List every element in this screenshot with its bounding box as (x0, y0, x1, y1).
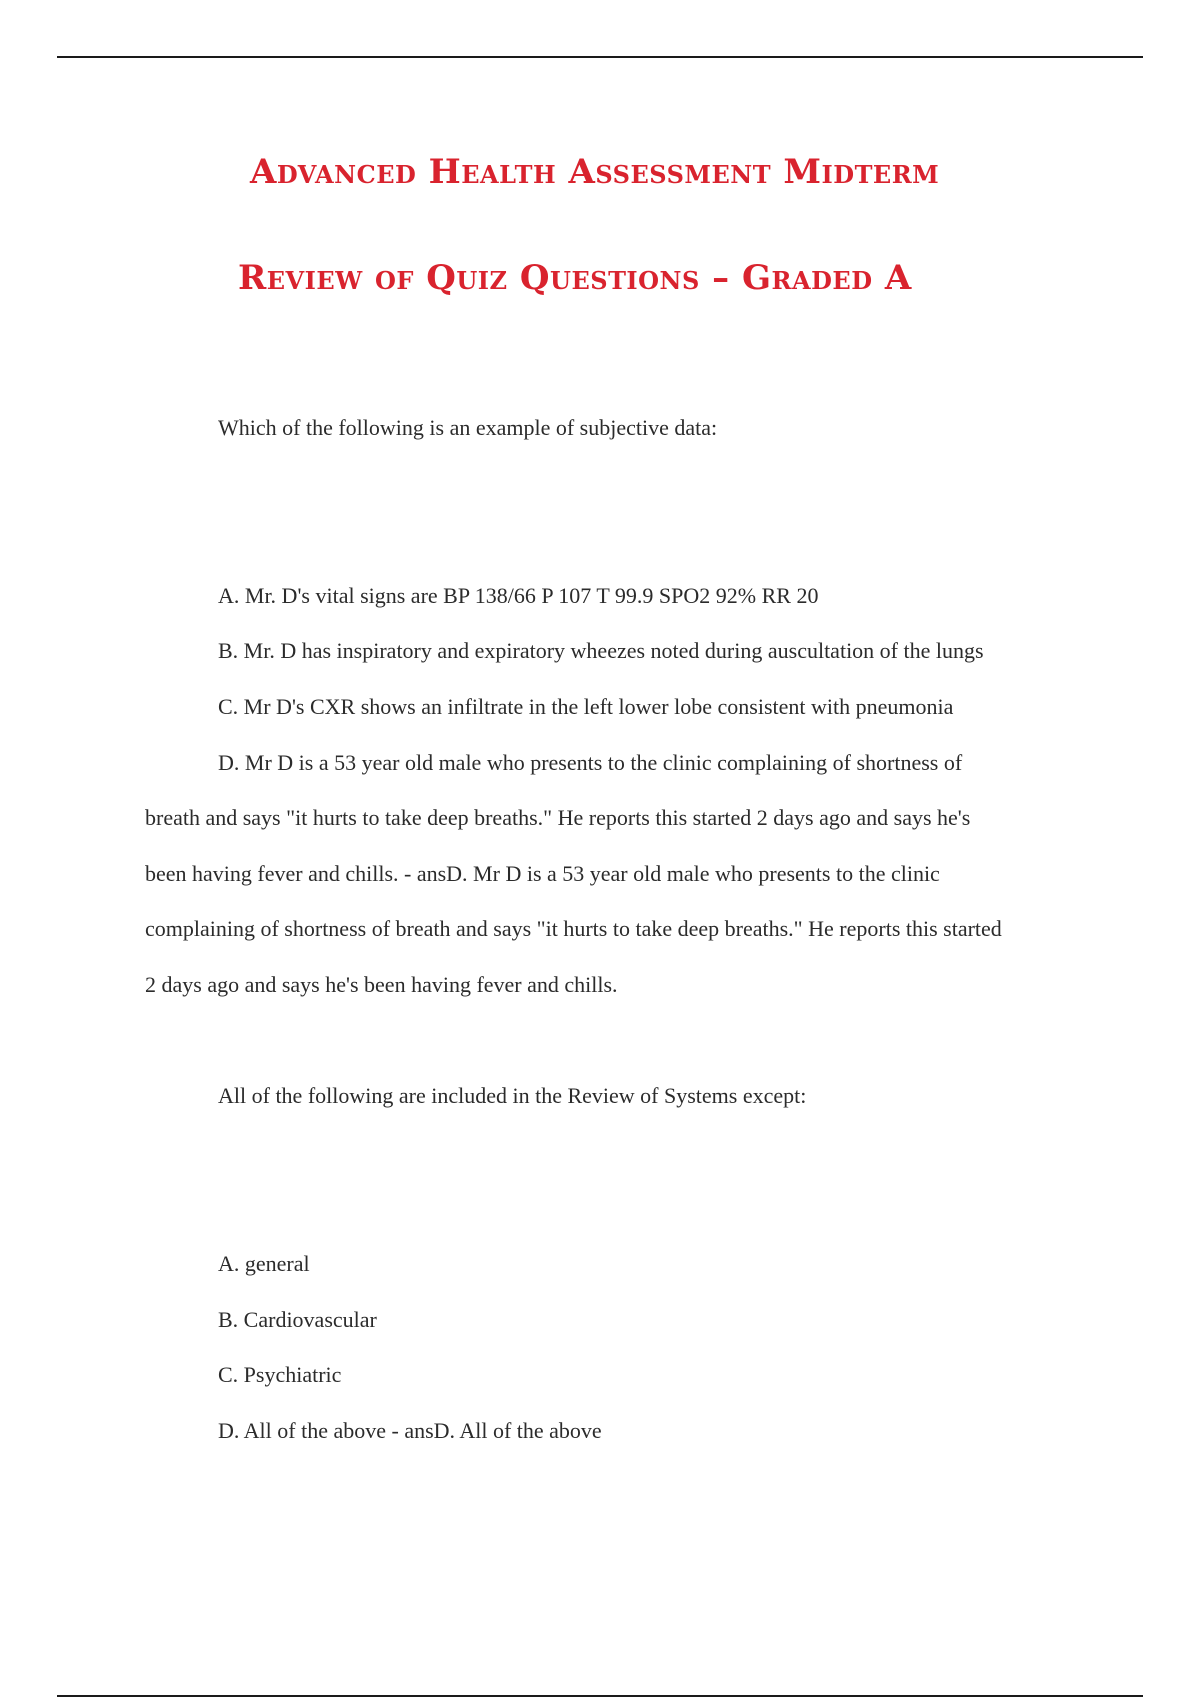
question-1-continuation-line: been having fever and chills. - ansD. Mr D is a 53 year old male who presents to the clinic (145, 861, 940, 886)
document-title-line-2: Review of Quiz Questions – Graded A (238, 258, 912, 298)
question-1-continuation-line: 2 days ago and says he's been having fever and chills. (145, 972, 618, 997)
question-2-option-a: A. general (218, 1251, 310, 1276)
question-2-prompt: All of the following are included in the Review of Systems except: (218, 1083, 807, 1108)
question-2-option-c: C. Psychiatric (218, 1362, 342, 1387)
question-1-continuation-line: breath and says "it hurts to take deep breaths." He reports this started 2 days ago and says he's (145, 805, 971, 830)
question-1-prompt: Which of the following is an example of subjective data: (218, 415, 718, 440)
question-2-option-d: D. All of the above - ansD. All of the above (218, 1418, 602, 1443)
question-1-continuation-line: complaining of shortness of breath and says "it hurts to take deep breaths." He reports this started (145, 916, 1002, 941)
footer-rule (57, 1695, 1143, 1697)
question-1-option-d: D. Mr D is a 53 year old male who presents to the clinic complaining of shortness of (218, 750, 963, 775)
document-title-line-1: Advanced Health Assessment Midterm (250, 152, 940, 192)
question-1-option-b: B. Mr. D has inspiratory and expiratory wheezes noted during auscultation of the lungs (218, 638, 984, 663)
header-rule (57, 56, 1143, 58)
question-1-option-c: C. Mr D's CXR shows an infiltrate in the left lower lobe consistent with pneumonia (218, 694, 954, 719)
question-2-option-b: B. Cardiovascular (218, 1307, 377, 1332)
question-1-option-a: A. Mr. D's vital signs are BP 138/66 P 107 T 99.9 SPO2 92% RR 20 (218, 583, 819, 608)
